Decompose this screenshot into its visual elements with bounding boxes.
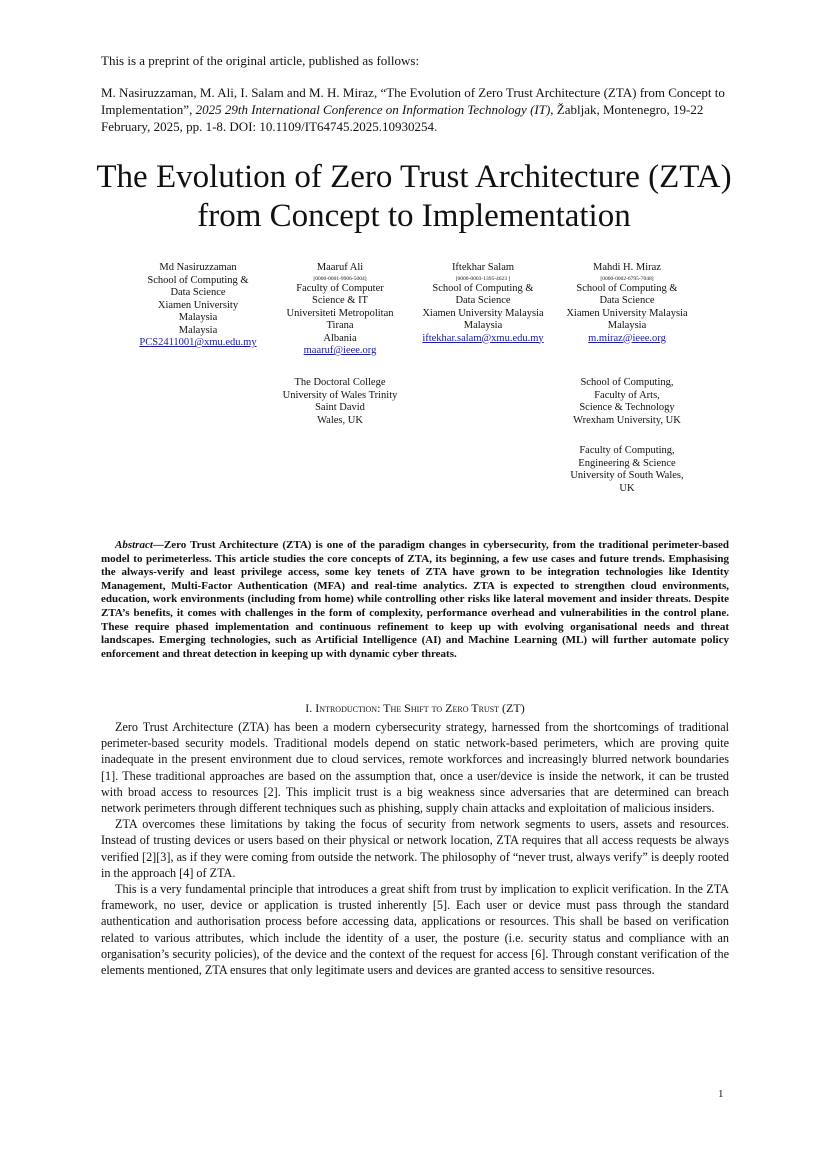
body-paragraph: Zero Trust Architecture (ZTA) has been a modern cybersecurity strategy, harnessed from the shortcomings of traditional perimeter-based security models. Traditional models depend on static network-based perimeters, which are proving quite inadequate in the present environment due to cloud services, remote workforces and increasingly blurred network boundaries [1]. These traditional approaches are based on the assumption that, once a user/device is inside the network, it can be trusted with broad access to resources [2]. This implicit trust is a big weakness since adversaries that are determined can breach network perimeters through different techniques such as phishing, supply chain attacks and exploitation of malicious insiders.	[101, 720, 729, 816]
preprint-note: This is a preprint of the original article, published as follows:	[101, 53, 420, 68]
abstract	[101, 539, 729, 661]
body-paragraph: This is a very fundamental principle that introduces a great shift from trust by implication to explicit verification. In the ZTA framework, no user, device or application is trusted inherently [5]. Each user or device must pass through the standard authentication and authorisation process before accessing data, applications or resources. This shall be based on verification related to various attributes, which include the identity of a user, the posture (i.e. security status and compliance with an organisation’s security policies), of the device and the context of the request for access [6]. Through constant verification of the elements mentioned, ZTA ensures that only legitimate users and devices are granted access to sensitive resources.	[101, 882, 729, 978]
affiliation-line: Malaysia	[178, 312, 218, 323]
affiliation-line: Faculty of Arts,	[594, 389, 660, 401]
affiliation-line: Universiteti Metropolitan	[286, 307, 394, 319]
affiliation-line: School of Computing &	[576, 282, 678, 294]
affiliation-line: School of Computing,	[580, 377, 674, 388]
affiliation-line: University of Wales Trinity	[282, 389, 398, 401]
affiliation-line: Faculty of Computer	[296, 282, 384, 294]
paper-title	[60, 158, 768, 236]
affiliation-ali-secondary	[265, 377, 415, 427]
citation-authors-title: M. Nasiruzzaman, M. Ali, I. Salam and M. H. Miraz, “The Evolution of Zero Trust Architecture (ZTA) from Concept to Implementation”,	[101, 85, 725, 117]
author-name: Maaruf Ali	[316, 262, 364, 273]
citation	[101, 84, 741, 135]
author-orcid: [0000-0001-9906-5004]	[313, 275, 367, 282]
affiliation-line: School of Computing &	[432, 282, 534, 294]
affiliation-miraz-secondary-1	[552, 377, 702, 427]
page-number: 1	[718, 1088, 724, 1100]
abstract-text: —Zero Trust Architecture (ZTA) is one of the paradigm changes in cybersecurity, from the traditional perimeter-based model to perimeterless. This article studies the core concepts of ZTA, its beginning, a few use cases and future trends. Emphasising the always-verify and least privilege access, some key tenets of ZTA have grown to be integration technologies like Identity Management, Multi-Factor Authentication (MFA) and real-time analytics. ZTA is expected to strengthen cloud environments, education, work environments (including from home) while controlling other risks like lateral movement and insider threats. Despite ZTA’s benefits, it comes with challenges in the form of complexity, performance overhead and vulnerabilities in the control plane. These require phased implementation and continuous refinement to keep up with evolving organisational needs and threat landscapes. Emerging technologies, such as Artificial Intelligence (AI) and Machine Learning (ML) will further automate policy enforcement and threat detection in keeping up with dynamic cyber threats.	[101, 539, 729, 660]
abstract-label: Abstract	[115, 539, 153, 551]
affiliation-line: Saint David	[315, 402, 365, 413]
affiliation-line: School of Computing &	[147, 274, 249, 286]
affiliation-miraz-secondary-2	[552, 445, 702, 495]
affiliation-line: Malaysia	[463, 320, 503, 331]
author-email-link[interactable]: PCS2411001@xmu.edu.my	[139, 337, 257, 348]
affiliation-line: Data Science	[599, 295, 655, 306]
body-paragraph: ZTA overcomes these limitations by taking the focus of security from network segments to users, assets and resources. Instead of trusting devices or users based on their physical or network location, ZTA requires that all access requests be always verified [2][3], as if they were coming from outside the network. The philosophy of “never trust, always verify” is deeply rooted in the approach [4] of ZTA.	[101, 817, 729, 880]
affiliation-line: UK	[619, 482, 635, 494]
author-name: Iftekhar Salam	[451, 262, 515, 273]
affiliation-line: Science & IT	[312, 295, 368, 306]
citation-rest: , Žabljak, Montenegro, 19-22 February, 2025, pp. 1-8. DOI: 10.1109/IT64745.2025.10930254.	[101, 102, 704, 134]
affiliation-line: Engineering & Science	[578, 457, 676, 469]
affiliation-line: University of South Wales,	[570, 470, 684, 481]
author-block-salam	[413, 262, 553, 345]
author-email-link[interactable]: iftekhar.salam@xmu.edu.my	[422, 332, 544, 344]
section-heading-text: I. Introduction: The Shift to Zero Trust (ZT)	[305, 701, 525, 715]
author-block-miraz	[557, 262, 697, 345]
citation-venue: 2025 29th International Conference on Information Technology (IT)	[195, 102, 551, 117]
author-email-link[interactable]: maaruf@ieee.org	[303, 345, 377, 356]
affiliation-line: Xiamen University	[157, 299, 239, 311]
affiliation-line: Xiamen University Malaysia	[422, 307, 544, 319]
affiliation-line: Data Science	[170, 287, 226, 298]
affiliation-line: Wrexham University, UK	[573, 414, 681, 426]
affiliation-line: The Doctoral College	[294, 377, 386, 388]
author-block-nasiruzzaman	[128, 262, 268, 350]
affiliation-line: Tirana	[326, 320, 354, 331]
author-orcid: [0000-0002-6795-7048]	[600, 275, 654, 282]
author-name: Md Nasiruzzaman	[159, 262, 237, 273]
affiliation-line: Malaysia	[607, 320, 647, 331]
author-email-link[interactable]: m.miraz@ieee.org	[588, 332, 666, 344]
affiliation-line: Data Science	[455, 295, 511, 306]
section-body	[101, 719, 729, 978]
title-line-2: from Concept to Implementation	[197, 198, 631, 234]
affiliation-line: Albania	[323, 332, 357, 344]
section-heading	[101, 701, 729, 716]
affiliation-line: Faculty of Computing,	[579, 445, 675, 456]
affiliation-line: Xiamen University Malaysia	[566, 307, 688, 319]
affiliation-line: Malaysia	[178, 324, 218, 336]
title-line-1: The Evolution of Zero Trust Architecture (ZTA)	[96, 159, 732, 195]
author-orcid: [0000-0003-1395-4623 ]	[455, 275, 511, 282]
author-name: Mahdi H. Miraz	[593, 262, 661, 273]
author-block-ali	[270, 262, 410, 358]
affiliation-line: Science & Technology	[579, 402, 675, 413]
affiliation-line: Wales, UK	[317, 414, 363, 426]
